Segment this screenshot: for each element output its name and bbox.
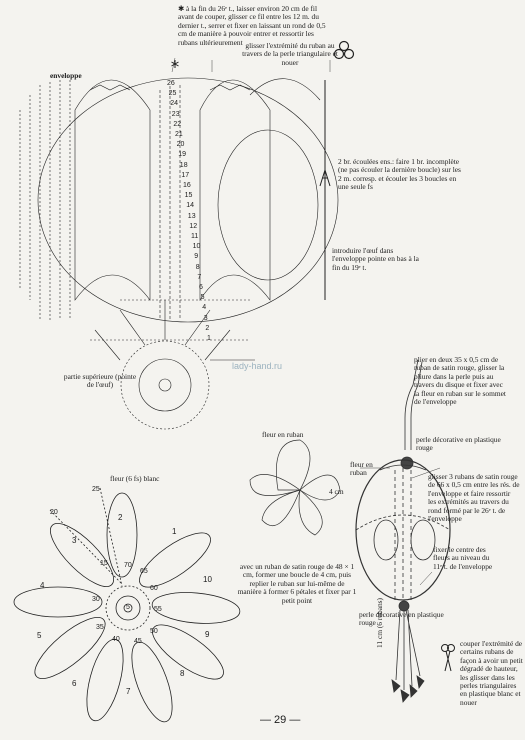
- petal-number: 3: [72, 536, 77, 545]
- petal-number: 2: [118, 513, 123, 522]
- leader-lines: [172, 58, 440, 585]
- stitch-count-label: 45: [134, 638, 142, 645]
- stitch-count-label: 25: [92, 486, 100, 493]
- glisser-annotation: glisser l'extrémité du ruban au travers de la perle triangulaire et nouer: [242, 41, 338, 67]
- ribbon-flower-sketch: [250, 440, 340, 535]
- row-number: 14: [186, 202, 194, 210]
- stitch-count-label: 5: [126, 604, 130, 611]
- decrease-annotation: 2 br. écoulées ens.: faire 1 br. incomplète (ne pas écouler la dernière boucle) sur les 2 m. corresp. et écouler les 3 boucles en une seule fs: [338, 157, 461, 192]
- ribbon-length-label: 11 cm (6 rubans): [375, 597, 384, 648]
- top-annotation: ✱ à la fin du 26ᵉ t., laisser environ 20 cm de fil avant de couper, glisser ce fil entre les 12 m. du dernier t., serrer et fixer en laissant un rond de 0,5 cm de manière à pouvoir entrer et ressortir les rubans ultérieurement: [178, 4, 326, 47]
- stitch-count-label: 20: [50, 509, 58, 516]
- row-number: 6: [199, 284, 203, 291]
- ribbon-instructions: avec un ruban de satin rouge de 48 × 1 cm, former une boucle de 4 cm, puis replier le ruban sur lui-même de manière à former 6 pétales et fixer par 1 petit point: [237, 562, 357, 605]
- row-number: 10: [192, 243, 201, 251]
- stitch-count-label: 40: [112, 636, 120, 643]
- stitch-count-label: 35: [96, 624, 104, 631]
- stitch-count-label: 55: [154, 606, 162, 613]
- row-number: 13: [187, 212, 196, 220]
- row-number: 19: [178, 151, 186, 159]
- row-number: 20: [176, 141, 185, 149]
- bead-annotation-top: perle décorative en plastique rouge: [416, 435, 501, 453]
- ribbon-flower-label: fleur en ruban: [262, 430, 304, 439]
- row-number: 3: [203, 314, 208, 322]
- cut-ribbons-annotation: couper l'extrémité de certains rubans de façon à avoir un petit dégradé de hauteur, les glisser dans les perles triangulaires en plastique blanc et nouer: [460, 639, 523, 707]
- stitch-count-label: 50: [150, 628, 158, 635]
- insert-egg-annotation: introduire l'œuf dans l'enveloppe pointe en bas à la fin du 19ᵉ t.: [332, 246, 419, 272]
- enveloppe-label: enveloppe: [50, 71, 82, 80]
- watermark: lady-hand.ru: [232, 361, 283, 371]
- row-number: 5: [200, 294, 205, 302]
- petal-number: 8: [180, 669, 185, 678]
- stitch-count-label: 30: [92, 596, 100, 603]
- page-number: — 29 —: [260, 714, 301, 726]
- row-number: 23: [171, 110, 180, 118]
- row-number: 12: [189, 222, 198, 230]
- stitch-count-label: 60: [150, 585, 158, 592]
- stitch-count-label: 65: [140, 568, 148, 575]
- row-number: 9: [194, 253, 199, 261]
- asterisk-icon: [171, 60, 179, 68]
- white-flower-label: fleur (6 fs) blanc: [110, 474, 160, 483]
- row-number: 26: [167, 80, 175, 87]
- stitch-count-label: 15: [100, 560, 108, 567]
- row-number: 4: [202, 304, 207, 312]
- scissors-icon: [440, 643, 456, 673]
- row-number: 7: [197, 273, 202, 281]
- fix-flowers-annotation: fixer le centre des fleurs au niveau du 11ᵉ t. de l'enveloppe: [433, 545, 493, 571]
- row-number: 21: [175, 131, 183, 138]
- row-number: 2: [205, 324, 210, 332]
- stitch-count-label: 70: [124, 562, 132, 569]
- row-number: 1: [207, 335, 211, 342]
- row-number: 11: [191, 233, 199, 240]
- petal-number: 10: [203, 575, 212, 584]
- petal-number: 7: [126, 687, 131, 696]
- petal-number: 4: [40, 581, 45, 590]
- three-ribbons-annotation: glisser 3 rubans de satin rouge de 66 x 0,5 cm entre les rés. de l'enveloppe et faire ressortir les extrémités au travers du rond formé par le 26ᵉ t. de l'enveloppe: [428, 472, 520, 524]
- fold-ribbon-annotation: plier en deux 35 x 0,5 cm de ruban de satin rouge, glisser la pliure dans la perle puis au travers du disque et fixer avec la fleur en ruban sur le sommet de l'enveloppe: [414, 355, 506, 407]
- size-label: 4 cm: [329, 487, 344, 496]
- row-number: 15: [184, 192, 193, 200]
- row-number: 24: [170, 100, 178, 108]
- top-part-label: partie supérieure (pointe de l'œuf): [63, 372, 137, 390]
- ribbon-flower-callout: fleur en ruban: [350, 460, 373, 478]
- petal-number: 5: [37, 631, 42, 640]
- row-number: 22: [173, 120, 182, 128]
- row-number: 16: [183, 182, 191, 189]
- triangular-bead-icon: [333, 40, 355, 60]
- finished-egg-sketch: [356, 360, 450, 702]
- two-treble-decrease-icon: [318, 168, 332, 188]
- row-number: 18: [179, 161, 188, 169]
- row-number: 25: [168, 90, 177, 98]
- row-number: 17: [181, 171, 190, 179]
- bead-annotation-bottom: perle décorative en plastique rouge: [359, 610, 444, 628]
- petal-number: 6: [72, 679, 77, 688]
- petal-number: 1: [172, 527, 177, 536]
- petal-number: 9: [205, 630, 210, 639]
- row-number: 8: [195, 263, 200, 271]
